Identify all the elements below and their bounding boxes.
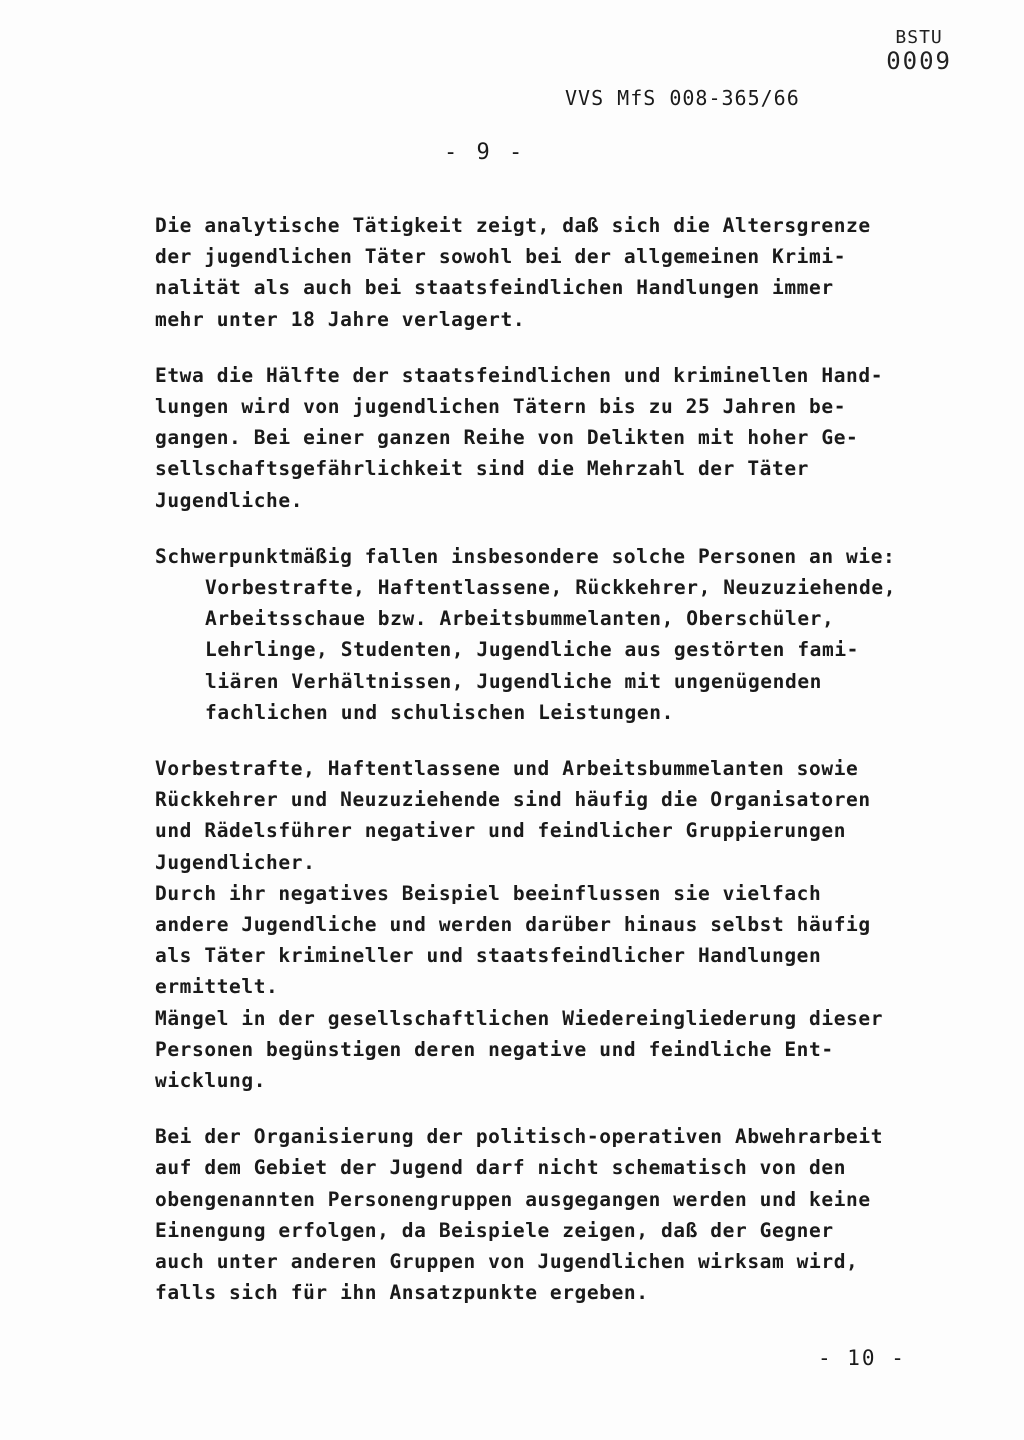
- text-line: liären Verhältnissen, Jugendliche mit ungenügenden: [205, 669, 822, 693]
- paragraph: [155, 753, 935, 1096]
- text-line: Einengung erfolgen, da Beispiele zeigen, daß der Gegner: [155, 1218, 834, 1242]
- text-line: andere Jugendliche und werden darüber hinaus selbst häufig: [155, 913, 871, 937]
- paragraph: [155, 1121, 935, 1308]
- page-number: - 9 -: [444, 140, 526, 165]
- text-line: fachlichen und schulischen Leistungen.: [205, 700, 674, 724]
- text-line: falls sich für ihn Ansatzpunkte ergeben.: [155, 1281, 649, 1305]
- paragraph: [155, 360, 935, 516]
- text-line: lungen wird von jugendlichen Tätern bis zu 25 Jahren be-: [155, 395, 847, 419]
- text-line: Vorbestrafte, Haftentlassene, Rückkehrer, Neuzuziehende,: [205, 576, 897, 600]
- text-line: obengenannten Personengruppen ausgegangen werden und keine: [155, 1187, 871, 1211]
- text-line: gangen. Bei einer ganzen Reihe von Delikten mit hoher Ge-: [155, 426, 859, 450]
- text-line: Durch ihr negatives Beispiel beeinflussen sie vielfach: [155, 881, 822, 905]
- next-page-indicator: - 10 -: [818, 1346, 906, 1370]
- text-line: sellschaftsgefährlichkeit sind die Mehrzahl der Täter: [155, 457, 810, 481]
- text-line: Schwerpunktmäßig fallen insbesondere solche Personen an wie:: [155, 544, 896, 568]
- text-line: auch unter anderen Gruppen von Jugendlichen wirksam wird,: [155, 1250, 859, 1274]
- text-line: Vorbestrafte, Haftentlassene und Arbeitsbummelanten sowie: [155, 757, 859, 781]
- text-line: als Täter krimineller und staatsfeindlicher Handlungen: [155, 944, 822, 968]
- stamp-label: BSTU: [895, 27, 943, 48]
- text-line: der jugendlichen Täter sowohl bei der allgemeinen Krimi-: [155, 245, 847, 269]
- document-reference: VVS MfS 008-365/66: [565, 86, 800, 110]
- text-line: auf dem Gebiet der Jugend darf nicht schematisch von den: [155, 1156, 847, 1180]
- archive-stamp: [886, 28, 952, 74]
- text-line: ermittelt.: [155, 975, 279, 999]
- paragraph: [155, 210, 935, 335]
- text-line: Etwa die Hälfte der staatsfeindlichen und kriminellen Hand-: [155, 363, 884, 387]
- text-line: Jugendlicher.: [155, 850, 316, 874]
- text-line: mehr unter 18 Jahre verlagert.: [155, 307, 526, 331]
- stamp-number: 0009: [886, 47, 952, 75]
- body-text: [155, 210, 935, 1309]
- text-line: Rückkehrer und Neuzuziehende sind häufig die Organisatoren: [155, 788, 871, 812]
- text-line: Mängel in der gesellschaftlichen Wiedereingliederung dieser: [155, 1006, 884, 1030]
- text-line: wicklung.: [155, 1069, 267, 1093]
- indented-list: [155, 572, 935, 728]
- text-line: Arbeitsschaue bzw. Arbeitsbummelanten, Oberschüler,: [205, 607, 835, 631]
- text-line: Personen begünstigen deren negative und feindliche Ent-: [155, 1037, 834, 1061]
- text-line: Bei der Organisierung der politisch-operativen Abwehrarbeit: [155, 1125, 884, 1149]
- paragraph: [155, 541, 935, 572]
- text-line: und Rädelsführer negativer und feindlicher Gruppierungen: [155, 819, 847, 843]
- text-line: Die analytische Tätigkeit zeigt, daß sich die Altersgrenze: [155, 214, 871, 237]
- text-line: nalität als auch bei staatsfeindlichen Handlungen immer: [155, 276, 834, 300]
- text-line: Jugendliche.: [155, 488, 304, 512]
- text-line: Lehrlinge, Studenten, Jugendliche aus gestörten fami-: [205, 638, 860, 662]
